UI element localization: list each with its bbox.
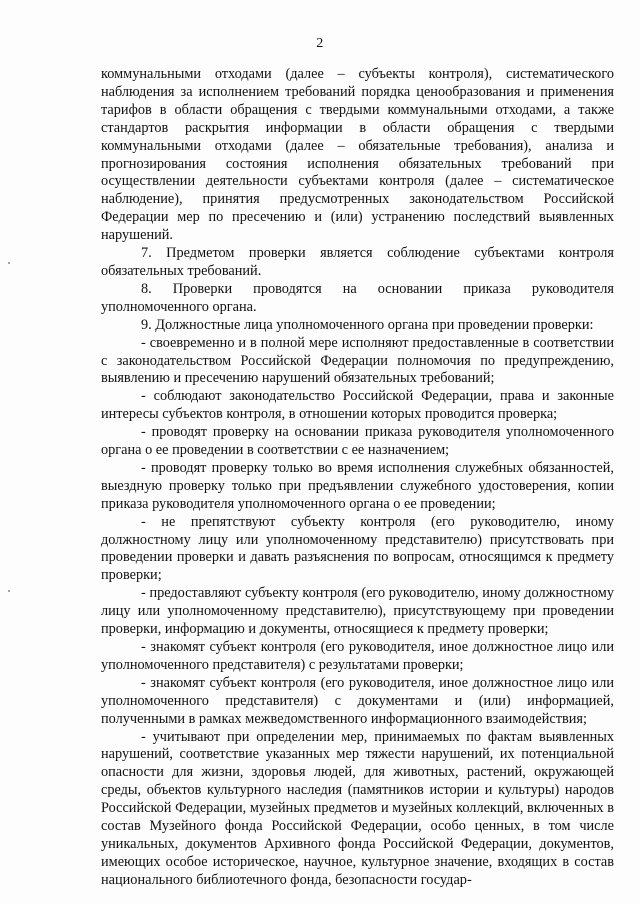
document-body	[101, 66, 614, 890]
margin-mark	[8, 590, 10, 592]
paragraph-item-7: 7. Предметом проверки является соблюдение субъектами контроля обязательных требований.	[101, 245, 614, 279]
paragraph-item-9: 9. Должностные лица уполномоченного органа при проведении проверки:	[141, 316, 594, 333]
paragraph-continuation: коммунальными отходами (далее – субъекты контроля), систематического наблюдения за исполнением требований порядка ценообразования и применения тарифов в области обращения с твердыми коммунальными отходами, а также стандартов раскрытия информации в области обращения с твердыми коммунальными отходами (далее – обязательные требования), анализа и прогнозирования состояния исполнения обязательных требований при осуществлении деятельности субъектами контроля (далее – систематическое наблюдение), принятия предусмотренных законодательством Российской Федерации мер по пресечению и (или) устранению последствий выявленных нарушений.	[101, 66, 614, 244]
list-item: - учитывают при определении мер, принимаемых по фактам выявленных нарушений, соответствие указанных мер тяжести нарушений, их потенциальной опасности для жизни, здоровья людей, для животных, растений, окружающей среды, объектов культурного наследия (памятников истории и культуры) народов Российской Федерации, музейных предметов и музейных коллекций, включенных в состав Музейного фонда Российской Федерации, особо ценных, в том числе уникальных, документов Архивного фонда Российской Федерации, документов, имеющих особое историческое, научное, культурное значение, входящих в состав национального библиотечного фонда, безопасности государ-	[101, 728, 614, 888]
list-item: - не препятствуют субъекту контроля (его руководителю, иному должностному лицу или уполномоченному представителю) присутствовать при проведении проверки и давать разъяснения по вопросам, относящимся к предмету проверки;	[101, 513, 614, 584]
list-item: - предоставляют субъекту контроля (его руководителю, иному должностному лицу или уполномоченному представителю), присутствующему при проведении проверки, информацию и документы, относящиеся к предмету проверки;	[101, 585, 614, 638]
margin-mark	[8, 262, 10, 264]
list-item: - знакомят субъект контроля (его руководителя, иное должностное лицо или уполномоченного представителя) с результатами проверки;	[101, 639, 614, 673]
paragraph-item-8: 8. Проверки проводятся на основании приказа руководителя уполномоченного органа.	[101, 280, 614, 315]
list-item: - своевременно и в полной мере исполняют предоставленные в соответствии с законодательством Российской Федерации полномочия по предупреждению, выявлению и пресечению нарушений обязательных требований;	[101, 334, 614, 387]
list-item: - проводят проверку на основании приказа руководителя уполномоченного органа о ее проведении в соответствии с ее назначением;	[101, 424, 614, 459]
list-item: - проводят проверку только во время исполнения служебных обязанностей, выездную проверку только при предъявлении служебного удостоверения, копии приказа руководителя уполномоченного органа о ее проведении;	[101, 459, 614, 512]
page-number: 2	[316, 36, 324, 51]
list-item: - соблюдают законодательство Российской Федерации, права и законные интересы субъектов контроля, в отношении которых проводится проверка;	[101, 388, 614, 423]
list-item: - знакомят субъект контроля (его руководителя, иное должностное лицо или уполномоченного представителя) с документами и (или) информацией, полученными в рамках межведомственного информационного взаимодействия;	[101, 674, 614, 727]
